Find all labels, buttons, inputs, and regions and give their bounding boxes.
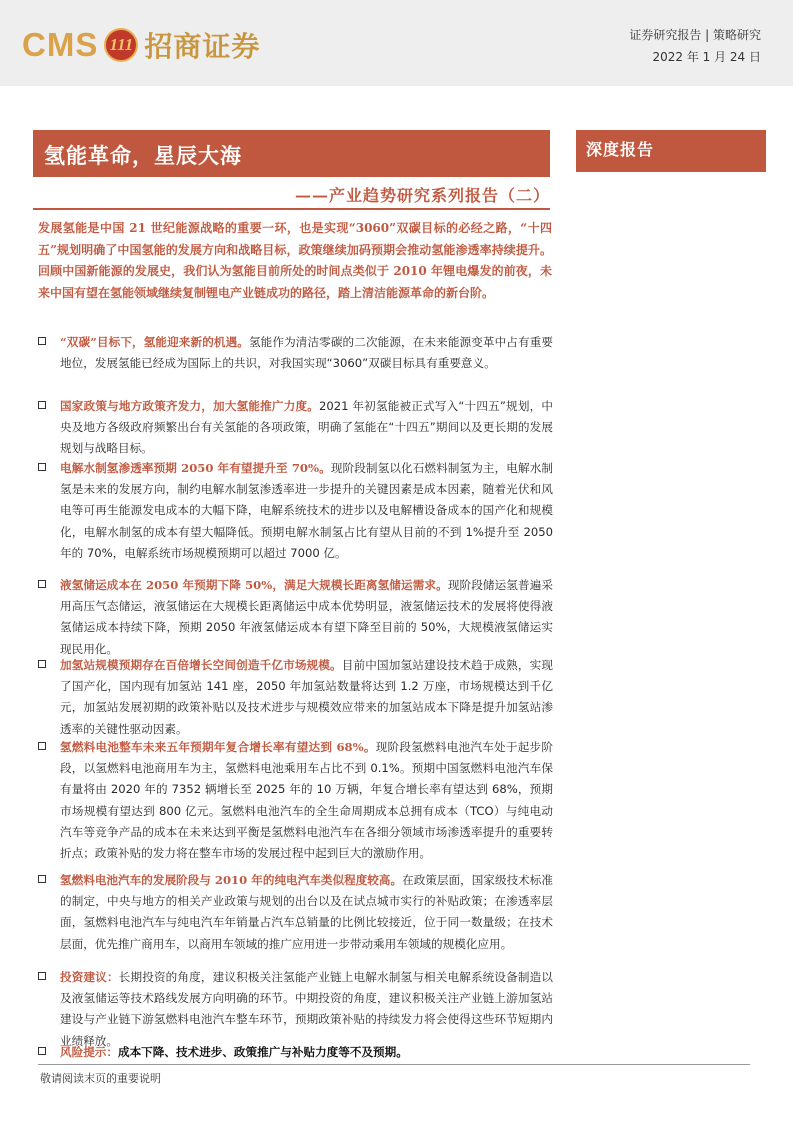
company-logo xyxy=(22,22,260,68)
bullet-item xyxy=(38,396,553,460)
bullet-square-icon xyxy=(38,875,46,883)
bullet-text: 氢能作为清洁零碳的二次能源，在未来能源变革中占有重要地位，发展氢能已经成为国际上的共识，对我国实现“3060”双碳目标具有重要意义。 xyxy=(60,335,553,371)
risk-item xyxy=(38,1042,553,1063)
bullet-item xyxy=(38,967,553,1052)
footer-note: 敬请阅读末页的重要说明 xyxy=(40,1072,161,1085)
page-title: 氢能革命，星辰大海 xyxy=(44,143,242,168)
abstract-paragraph: 发展氢能是中国 21 世纪能源战略的重要一环，也是实现“3060”双碳目标的必经之路，“十四五”规划明确了中国氢能的发展方向和战略目标，政策继续加码预期会推动氢能渗透率持续提升。回顾中国新能源的发展史，我们认为氢能目前所处的时间点类似于 2010 年锂电爆发的前夜，未来中国有望在氢能领域继续复制锂电产业链成功的路径，踏上清洁能源革命的新台阶。 xyxy=(38,221,552,301)
footer-divider xyxy=(38,1064,750,1065)
bullet-highlight: “双碳”目标下，氢能迎来新的机遇。 xyxy=(60,335,249,349)
bullet-highlight: 投资建议： xyxy=(60,970,119,984)
title-divider xyxy=(33,208,550,210)
bullet-highlight: 加氢站规模预期存在百倍增长空间创造千亿市场规模。 xyxy=(60,658,342,672)
bullet-highlight: 氢燃料电池汽车的发展阶段与 2010 年的纯电汽车类似程度较高。 xyxy=(60,873,403,887)
bullet-item xyxy=(38,575,553,660)
bullet-highlight: 氢燃料电池整车未来五年预期年复合增长率有望达到 68%。 xyxy=(60,740,376,754)
risk-label: 风险提示： xyxy=(60,1045,118,1059)
bullet-square-icon xyxy=(38,337,46,345)
bullet-square-icon xyxy=(38,1047,46,1055)
bullet-square-icon xyxy=(38,972,46,980)
bullet-text: 目前中国加氢站建设技术趋于成熟，实现了国产化，国内现有加氢站 141 座，2050 年加氢站数量将达到 1.2 万座，市场规模达到千亿元，加氢站发展初期的政策补贴以及技术进步与规模效应带来的加氢站成本下降是提升加氢站渗透率的关键性驱动因素。 xyxy=(60,658,553,736)
logo-cn-text: 招商证券 xyxy=(144,30,261,63)
bullet-item xyxy=(38,870,553,955)
bullet-item xyxy=(38,737,553,864)
bullet-text: 2021 年初氢能被正式写入“十四五”规划，中央及地方各级政府频繁出台有关氢能的各项政策，明确了氢能在“十四五”期间以及更长期的发展规划与战略目标。 xyxy=(60,399,553,456)
header-meta xyxy=(629,24,761,68)
logo-cms-text: CMS xyxy=(22,26,99,63)
bullet-square-icon xyxy=(38,401,46,409)
bullet-text: 长期投资的角度，建议积极关注氢能产业链上电解水制氢与相关电解系统设备制造以及液氢储运等技术路线发展方向明确的环节。中期投资的角度，建议积极关注产业链上游加氢站建设与产业链下游氢燃料电池汽车整车环节，预期政策补贴的持续发力将会使得这些环节短期内业绩释放。 xyxy=(60,970,553,1048)
page-subtitle: ——产业趋势研究系列报告（二） xyxy=(294,186,550,205)
bullet-text: 现阶段氢燃料电池汽车处于起步阶段，以氢燃料电池商用车为主，氢燃料电池乘用车占比不到 0.1%。预期中国氢燃料电池汽车保有量将由 2020 年的 7352 辆增长至 2025 年的 10 万辆，年复合增长率有望达到 68%，预期市场规模有望达到 800 亿元。氢燃料电池汽车的全生命周期成本总拥有成本（TCO）与纯电动汽车等竞争产品的成本在未来达到平衡是氢燃料电池汽车在各细分领域市场渗透率提升的重要转折点；政策补贴的发力将在整车市场的发展过程中起到巨大的激励作用。 xyxy=(60,740,553,861)
bullet-highlight: 电解水制氢渗透率预期 2050 年有望提升至 70%。 xyxy=(60,461,331,475)
bullet-item xyxy=(38,655,553,740)
report-type: 证券研究报告 | 策略研究 xyxy=(629,28,761,42)
report-date: 2022 年 1 月 24 日 xyxy=(652,50,761,64)
bullet-square-icon xyxy=(38,660,46,668)
report-category: 深度报告 xyxy=(586,140,655,159)
bullet-square-icon xyxy=(38,463,46,471)
bullet-item xyxy=(38,458,553,564)
bullet-item xyxy=(38,332,553,374)
risk-text: 成本下降、技术进步、政策推广与补贴力度等不及预期。 xyxy=(117,1045,408,1059)
bullet-text: 现阶段制氢以化石燃料制氢为主，电解水制氢是未来的发展方向，制约电解水制氢渗透率进一步提升的关键因素是成本因素，随着光伏和风电等可再生能源发电成本的大幅下降，电解系统技术的进步以及电解槽设备成本的国产化和规模化，电解水制氢的成本有望大幅降低。预期电解水制氢占比有望从目前的不到 1%提升至 2050 年的 70%，电解系统市场规模预期可以超过 7000 亿。 xyxy=(60,461,553,560)
bullet-square-icon xyxy=(38,580,46,588)
bullet-square-icon xyxy=(38,742,46,750)
bullet-text: 在政策层面，国家级技术标准的制定，中央与地方的相关产业政策与规划的出台以及在试点城市实行的补贴政策；在渗透率层面，氢燃料电池汽车与纯电汽车年销量占汽车总销量的比例比较接近，位于同一数量级；在技术层面，优先推广商用车，以商用车领域的推广应用进一步带动乘用车领域的规模化应用。 xyxy=(60,873,553,951)
bullet-text: 现阶段储运氢普遍采用高压气态储运，液氢储运在大规模长距离储运中成本优势明显，液氢储运技术的发展将使得液氢储运成本持续下降，预期 2050 年液氢储运成本有望下降至目前的 50%，大规模液氢储运实现民用化。 xyxy=(60,578,553,656)
bullet-highlight: 国家政策与地方政策齐发力，加大氢能推广力度。 xyxy=(60,399,320,413)
logo-emblem-icon: 111 xyxy=(104,28,138,62)
bullet-highlight: 液氢储运成本在 2050 年预期下降 50%，满足大规模长距离氢储运需求。 xyxy=(60,578,448,592)
